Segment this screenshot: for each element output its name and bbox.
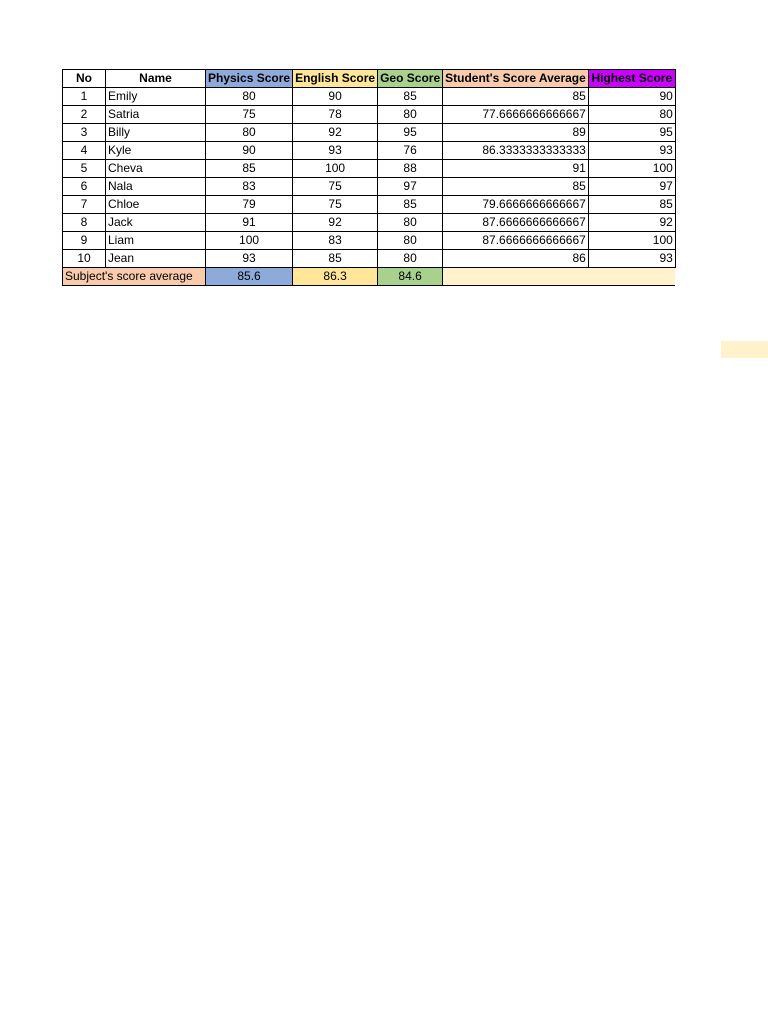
header-highest-score[interactable]: Highest Score	[588, 70, 675, 88]
cell-student-score-average[interactable]: 79.6666666666667	[443, 196, 589, 214]
header-geo-score[interactable]: Geo Score	[378, 70, 443, 88]
table-row	[63, 124, 676, 142]
cell-no[interactable]: 10	[63, 250, 106, 268]
cell-geo-score[interactable]: 80	[378, 106, 443, 124]
table-row	[63, 88, 676, 106]
cell-highest-score[interactable]: 100	[588, 160, 675, 178]
table-row	[63, 142, 676, 160]
cell-english-score[interactable]: 75	[293, 178, 378, 196]
cell-highest-score[interactable]: 93	[588, 250, 675, 268]
cell-english-score[interactable]: 100	[293, 160, 378, 178]
table-row	[63, 160, 676, 178]
cell-geo-score[interactable]: 85	[378, 196, 443, 214]
cell-student-score-average[interactable]: 91	[443, 160, 589, 178]
cell-no[interactable]: 6	[63, 178, 106, 196]
header-physics-score[interactable]: Physics Score	[206, 70, 293, 88]
cell-no[interactable]: 3	[63, 124, 106, 142]
header-row	[63, 70, 676, 88]
cell-name[interactable]: Liam	[106, 232, 206, 250]
cell-geo-score[interactable]: 80	[378, 214, 443, 232]
cell-geo-score[interactable]: 97	[378, 178, 443, 196]
cell-english-score[interactable]: 92	[293, 214, 378, 232]
cell-name[interactable]: Billy	[106, 124, 206, 142]
cell-no[interactable]: 7	[63, 196, 106, 214]
cell-english-score[interactable]: 75	[293, 196, 378, 214]
cell-highest-score[interactable]: 92	[588, 214, 675, 232]
table-row	[63, 214, 676, 232]
cell-geo-score[interactable]: 95	[378, 124, 443, 142]
cell-name[interactable]: Chloe	[106, 196, 206, 214]
cell-highest-score[interactable]: 90	[588, 88, 675, 106]
cell-name[interactable]: Jack	[106, 214, 206, 232]
cell-highest-score[interactable]: 100	[588, 232, 675, 250]
cell-physics-score[interactable]: 83	[206, 178, 293, 196]
cell-no[interactable]: 4	[63, 142, 106, 160]
cell-geo-score[interactable]: 85	[378, 88, 443, 106]
cell-physics-score[interactable]: 91	[206, 214, 293, 232]
cell-physics-score[interactable]: 85	[206, 160, 293, 178]
cell-no[interactable]: 5	[63, 160, 106, 178]
table-row	[63, 106, 676, 124]
cell-name[interactable]: Kyle	[106, 142, 206, 160]
footer-empty-cell[interactable]	[443, 268, 676, 286]
cell-physics-score[interactable]: 75	[206, 106, 293, 124]
table-row	[63, 232, 676, 250]
cell-english-score[interactable]: 78	[293, 106, 378, 124]
cell-english-score[interactable]: 90	[293, 88, 378, 106]
table-body	[63, 70, 676, 286]
cell-student-score-average[interactable]: 86	[443, 250, 589, 268]
cell-no[interactable]: 1	[63, 88, 106, 106]
cell-english-score[interactable]: 93	[293, 142, 378, 160]
cell-name[interactable]: Emily	[106, 88, 206, 106]
cell-no[interactable]: 8	[63, 214, 106, 232]
cell-geo-score[interactable]: 80	[378, 250, 443, 268]
cell-highest-score[interactable]: 95	[588, 124, 675, 142]
footer-label[interactable]: Subject's score average	[63, 268, 206, 286]
table-row	[63, 178, 676, 196]
cell-geo-score[interactable]: 80	[378, 232, 443, 250]
cell-name[interactable]: Jean	[106, 250, 206, 268]
cell-student-score-average[interactable]: 87.6666666666667	[443, 214, 589, 232]
footer-english-average[interactable]: 86.3	[293, 268, 378, 286]
cell-physics-score[interactable]: 79	[206, 196, 293, 214]
cell-name[interactable]: Nala	[106, 178, 206, 196]
cell-physics-score[interactable]: 90	[206, 142, 293, 160]
cell-student-score-average[interactable]: 89	[443, 124, 589, 142]
cell-highest-score[interactable]: 80	[588, 106, 675, 124]
cell-english-score[interactable]: 92	[293, 124, 378, 142]
cell-english-score[interactable]: 83	[293, 232, 378, 250]
cell-student-score-average[interactable]: 85	[443, 178, 589, 196]
cell-student-score-average[interactable]: 86.3333333333333	[443, 142, 589, 160]
footer-geo-average[interactable]: 84.6	[378, 268, 443, 286]
header-name[interactable]: Name	[106, 70, 206, 88]
cell-physics-score[interactable]: 93	[206, 250, 293, 268]
cell-highest-score[interactable]: 85	[588, 196, 675, 214]
table-row	[63, 196, 676, 214]
header-english-score[interactable]: English Score	[293, 70, 378, 88]
cell-no[interactable]: 2	[63, 106, 106, 124]
cell-student-score-average[interactable]: 77.6666666666667	[443, 106, 589, 124]
table-row	[63, 250, 676, 268]
cell-no[interactable]: 9	[63, 232, 106, 250]
cell-physics-score[interactable]: 80	[206, 124, 293, 142]
score-sheet	[62, 69, 676, 286]
cell-physics-score[interactable]: 100	[206, 232, 293, 250]
cell-geo-score[interactable]: 76	[378, 142, 443, 160]
cell-student-score-average[interactable]: 87.6666666666667	[443, 232, 589, 250]
footer-row	[63, 268, 676, 286]
cell-english-score[interactable]: 85	[293, 250, 378, 268]
footer-physics-average[interactable]: 85.6	[206, 268, 293, 286]
header-student-score-average[interactable]: Student's Score Average	[443, 70, 589, 88]
score-table	[62, 69, 676, 286]
cell-highest-score[interactable]: 97	[588, 178, 675, 196]
cell-name[interactable]: Cheva	[106, 160, 206, 178]
cell-student-score-average[interactable]: 85	[443, 88, 589, 106]
header-no[interactable]: No	[63, 70, 106, 88]
cell-name[interactable]: Satria	[106, 106, 206, 124]
cell-physics-score[interactable]: 80	[206, 88, 293, 106]
footer-fill-extension	[721, 341, 768, 358]
cell-highest-score[interactable]: 93	[588, 142, 675, 160]
cell-geo-score[interactable]: 88	[378, 160, 443, 178]
